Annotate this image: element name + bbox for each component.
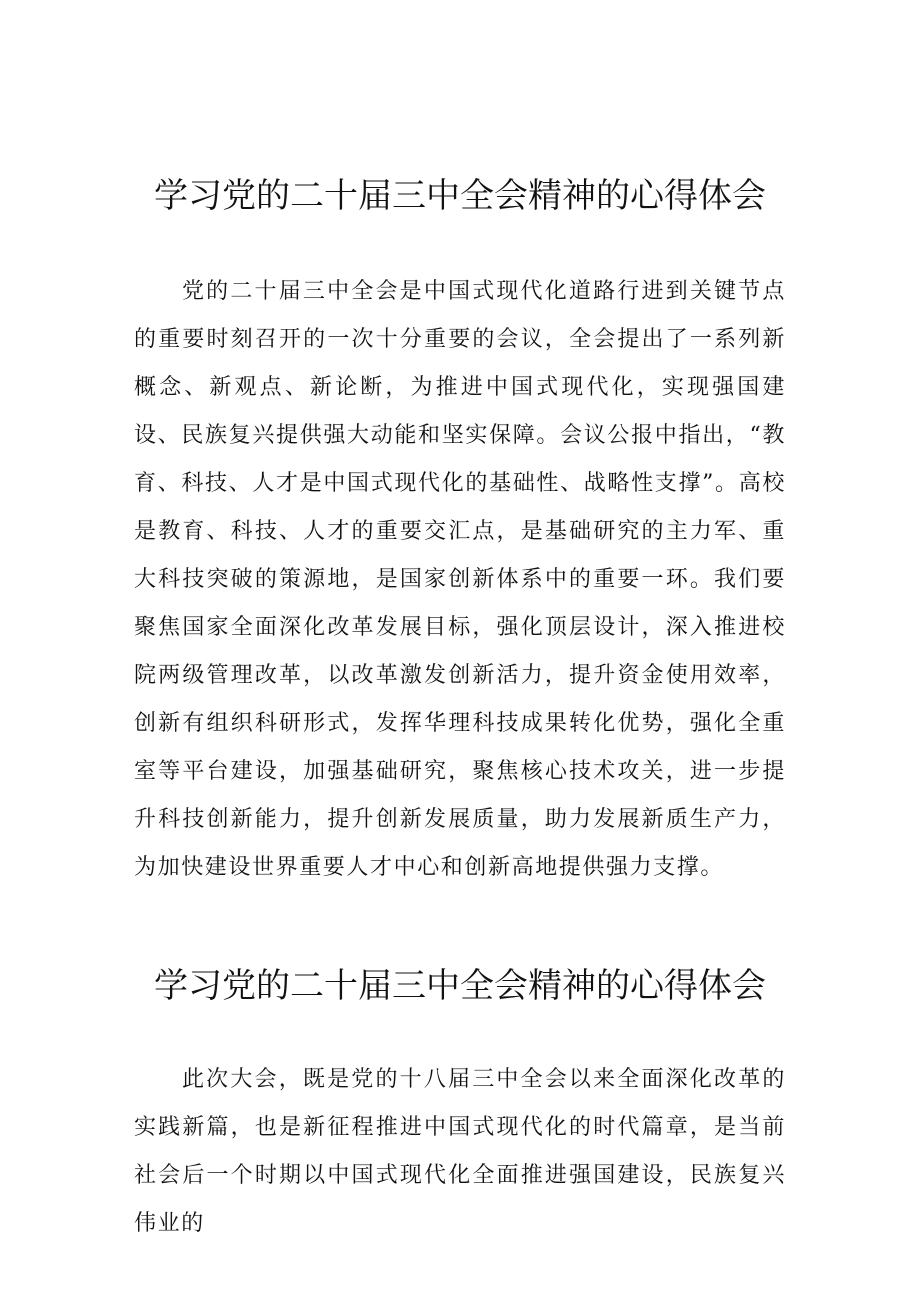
article-section-1 xyxy=(0,170,920,880)
article-paragraph: 此次大会，既是党的十八届三中全会以来全面深化改革的实践新篇，也是新征程推进中国式现代化的时代篇章，是当前社会后一个时期以中国式现代化全面推进强国建设，民族复兴伟业的 xyxy=(134,1067,786,1236)
article-section-2 xyxy=(0,960,920,1236)
article-paragraph: 党的二十届三中全会是中国式现代化道路行进到关键节点的重要时刻召开的一次十分重要的会议，全会提出了一系列新概念、新观点、新论断，为推进中国式现代化，实现强国建设、民族复兴提供强大动能和坚实保障。会议公报中指出，“教育、科技、人才是中国式现代化的基础性、战略性支撑”。高校是教育、科技、人才的重要交汇点，是基础研究的主力军、重大科技突破的策源地，是国家创新体系中的重要一环。我们要聚焦国家全面深化改革发展目标，强化顶层设计，深入推进校院两级管理改革，以改革激发创新活力，提升资金使用效率，创新有组织科研形式，发挥华理科技成果转化优势，强化全重室等平台建设，加强基础研究，聚焦核心技术攻关，进一步提升科技创新能力，提升创新发展质量，助力发展新质生产力，为加快建设世界重要人才中心和创新高地提供强力支撑。 xyxy=(134,279,786,880)
article-title: 学习党的二十届三中全会精神的心得体会 xyxy=(154,966,766,1006)
article-title: 学习党的二十届三中全会精神的心得体会 xyxy=(154,176,766,216)
